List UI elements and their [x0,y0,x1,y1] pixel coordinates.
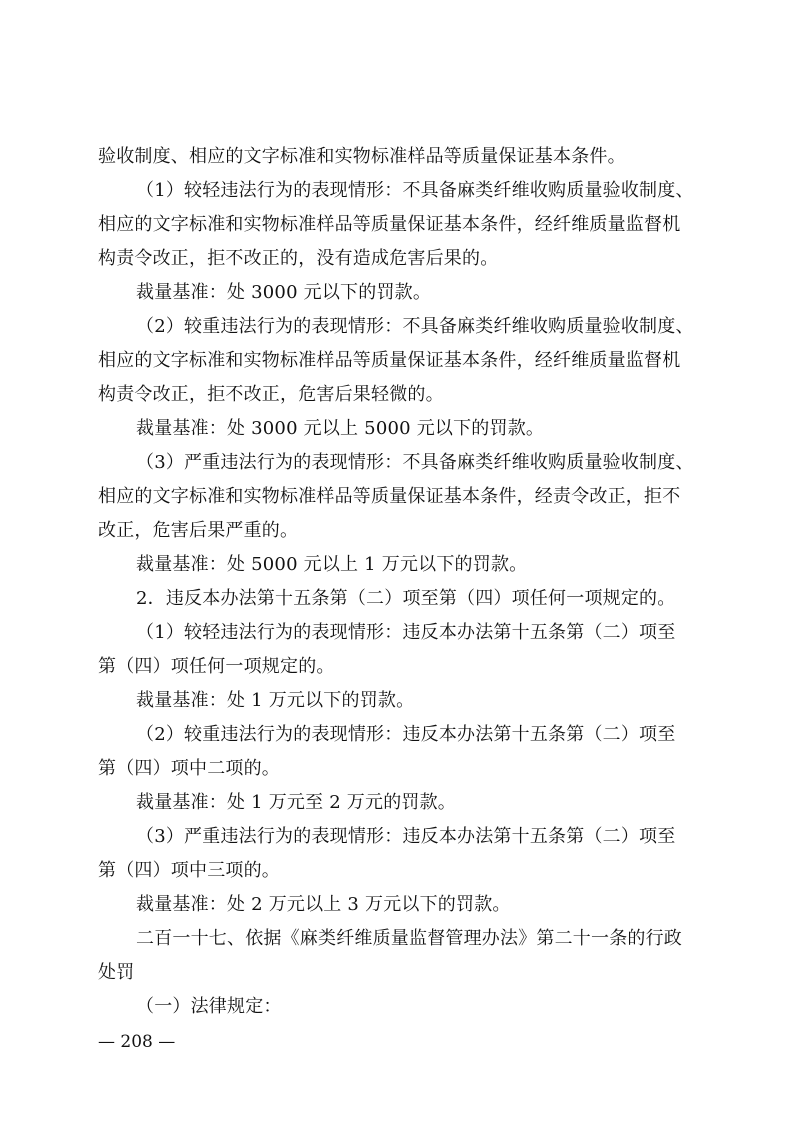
text-line: 相应的文字标准和实物标准样品等质量保证基本条件，经纤维质量监督机 [98,214,681,235]
text-line: 处罚 [98,962,135,983]
text-line: （1）较轻违法行为的表现情形：不具备麻类纤维收购质量验收制度、 [136,180,694,201]
text-line: 裁量基准：处 1 万元至 2 万元的罚款。 [136,792,456,813]
text-line: 构责令改正，拒不改正，危害后果轻微的。 [98,384,444,405]
text-line: 第（四）项中二项的。 [98,758,280,779]
text-line: （2）较重违法行为的表现情形：违反本办法第十五条第（二）项至 [136,724,676,745]
text-line: 裁量基准：处 2 万元以上 3 万元以下的罚款。 [136,894,511,915]
text-line: 改正，危害后果严重的。 [98,520,299,541]
page-number: — 208 — [98,1032,176,1052]
text-line: 构责令改正，拒不改正的，没有造成危害后果的。 [98,248,499,269]
text-line: 验收制度、相应的文字标准和实物标准样品等质量保证基本条件。 [98,146,626,167]
text-line: 裁量基准：处 5000 元以上 1 万元以下的罚款。 [136,554,528,575]
text-line: 裁量基准：处 1 万元以下的罚款。 [136,690,415,711]
text-line: 2．违反本办法第十五条第（二）项至第（四）项任何一项规定的。 [136,588,676,609]
text-line: 二百一十七、依据《麻类纤维质量监督管理办法》第二十一条的行政 [136,928,682,949]
text-line: 裁量基准：处 3000 元以下的罚款。 [136,282,432,303]
text-line: 第（四）项任何一项规定的。 [98,656,335,677]
text-line: （一）法律规定： [136,996,282,1017]
text-line: 相应的文字标准和实物标准样品等质量保证基本条件，经责令改正，拒不 [98,486,681,507]
text-line: （3）严重违法行为的表现情形：违反本办法第十五条第（二）项至 [136,826,676,847]
text-line: （2）较重违法行为的表现情形：不具备麻类纤维收购质量验收制度、 [136,316,694,337]
document-body [98,140,698,1024]
text-line: 第（四）项中三项的。 [98,860,280,881]
text-line: 相应的文字标准和实物标准样品等质量保证基本条件，经纤维质量监督机 [98,350,681,371]
text-line: （3）严重违法行为的表现情形：不具备麻类纤维收购质量验收制度、 [136,452,694,473]
text-line: 裁量基准：处 3000 元以上 5000 元以下的罚款。 [136,418,545,439]
text-line: （1）较轻违法行为的表现情形：违反本办法第十五条第（二）项至 [136,622,676,643]
